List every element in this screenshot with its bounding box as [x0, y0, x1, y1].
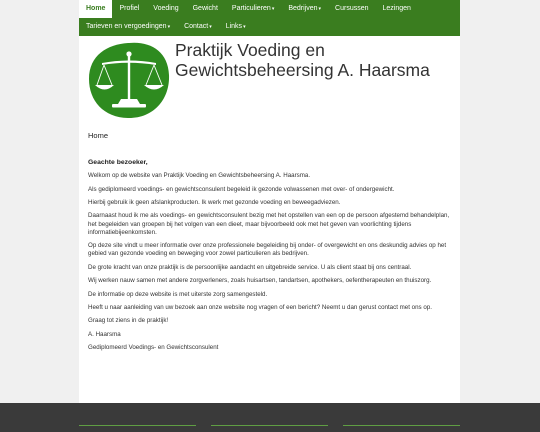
- caret-down-icon: ▾: [167, 24, 171, 30]
- main-navigation: [79, 0, 460, 36]
- nav-item-profiel[interactable]: Profiel: [119, 5, 140, 12]
- paragraph: Heeft u naar aanleiding van uw bezoek aan onze website nog vragen of een bericht? Neemt u dan gerust contact met ons op.: [88, 303, 432, 311]
- paragraph: Wij werken nauw samen met andere zorgverleners, zoals huisartsen, tandartsen, apothekers, oefentherapeuten en thuiszorg.: [88, 277, 432, 285]
- footer-divider: [211, 425, 328, 426]
- signature-name: A. Haarsma: [88, 330, 121, 338]
- caret-down-icon: ▾: [318, 6, 322, 12]
- caret-down-icon: ▾: [271, 6, 275, 12]
- paragraph: Hierbij gebruik ik geen afslankproducten. Ik werk met gezonde voeding en beweegadviezen.: [88, 198, 341, 206]
- nav-item-lezingen[interactable]: Lezingen: [382, 5, 411, 12]
- nav-item-particulieren[interactable]: Particulieren▾: [231, 5, 275, 12]
- nav-item-links[interactable]: Links▾: [225, 23, 246, 30]
- nav-row-1: [79, 0, 418, 18]
- nav-item-voeding[interactable]: Voeding: [153, 5, 179, 12]
- footer: [0, 403, 540, 432]
- scales-of-justice-icon[interactable]: [88, 41, 170, 119]
- greeting: Geachte bezoeker,: [88, 159, 148, 166]
- paragraph: Welkom op de website van Praktijk Voeding en Gewichtsbeheersing A. Haarsma.: [88, 172, 311, 180]
- signature-title: Gediplomeerd Voedings- en Gewichtsconsulent: [88, 344, 219, 352]
- caret-down-icon: ▾: [209, 24, 212, 30]
- paragraph: Daarnaast houd ik me als voedings- en gewichtsconsulent bezig met het opstellen van een op de persoon afgestemd behandelplan, het begeleiden van groepen bij het volgen van een dieet, maar bijvoorbeeld ook met het geven van voorlichting tijdens informatiebijeenkomsten.: [88, 212, 450, 236]
- caret-down-icon: ▾: [243, 24, 246, 30]
- nav-item-cursussen[interactable]: Cursussen: [335, 5, 369, 12]
- main-content: [88, 159, 456, 358]
- paragraph: De grote kracht van onze praktijk is de persoonlijke aandacht en uitgebreide service. U als client staat bij ons centraal.: [88, 263, 412, 271]
- nav-row-2: [79, 18, 253, 36]
- footer-divider: [79, 425, 196, 426]
- footer-divider: [343, 425, 460, 426]
- paragraph: Op deze site vindt u meer informatie over onze professionele begeleiding bij onder- of overgewicht en ons deskundig advies op het gebied van gezonde voeding en beweging voor zowel particulieren als bedrijven.: [88, 242, 447, 258]
- nav-item-bedrijven[interactable]: Bedrijven▾: [288, 5, 322, 12]
- nav-item-tarieven[interactable]: Tarieven en vergoedingen▾: [86, 23, 171, 30]
- breadcrumb: Home: [88, 131, 109, 140]
- nav-item-gewicht[interactable]: Gewicht: [192, 5, 218, 12]
- site-title[interactable]: Praktijk Voeding en Gewichtsbeheersing A. Haarsma: [175, 40, 430, 80]
- paragraph: De informatie op deze website is met uiterste zorg samengesteld.: [88, 290, 268, 298]
- paragraph: Graag tot ziens in de praktijk!: [88, 317, 169, 325]
- nav-item-contact[interactable]: Contact▾: [184, 23, 212, 30]
- nav-item-home[interactable]: Home: [79, 0, 112, 18]
- paragraph: Als gediplomeerd voedings- en gewichtsconsulent begeleid ik gezonde volwassenen met over- of ondergewicht.: [88, 185, 395, 193]
